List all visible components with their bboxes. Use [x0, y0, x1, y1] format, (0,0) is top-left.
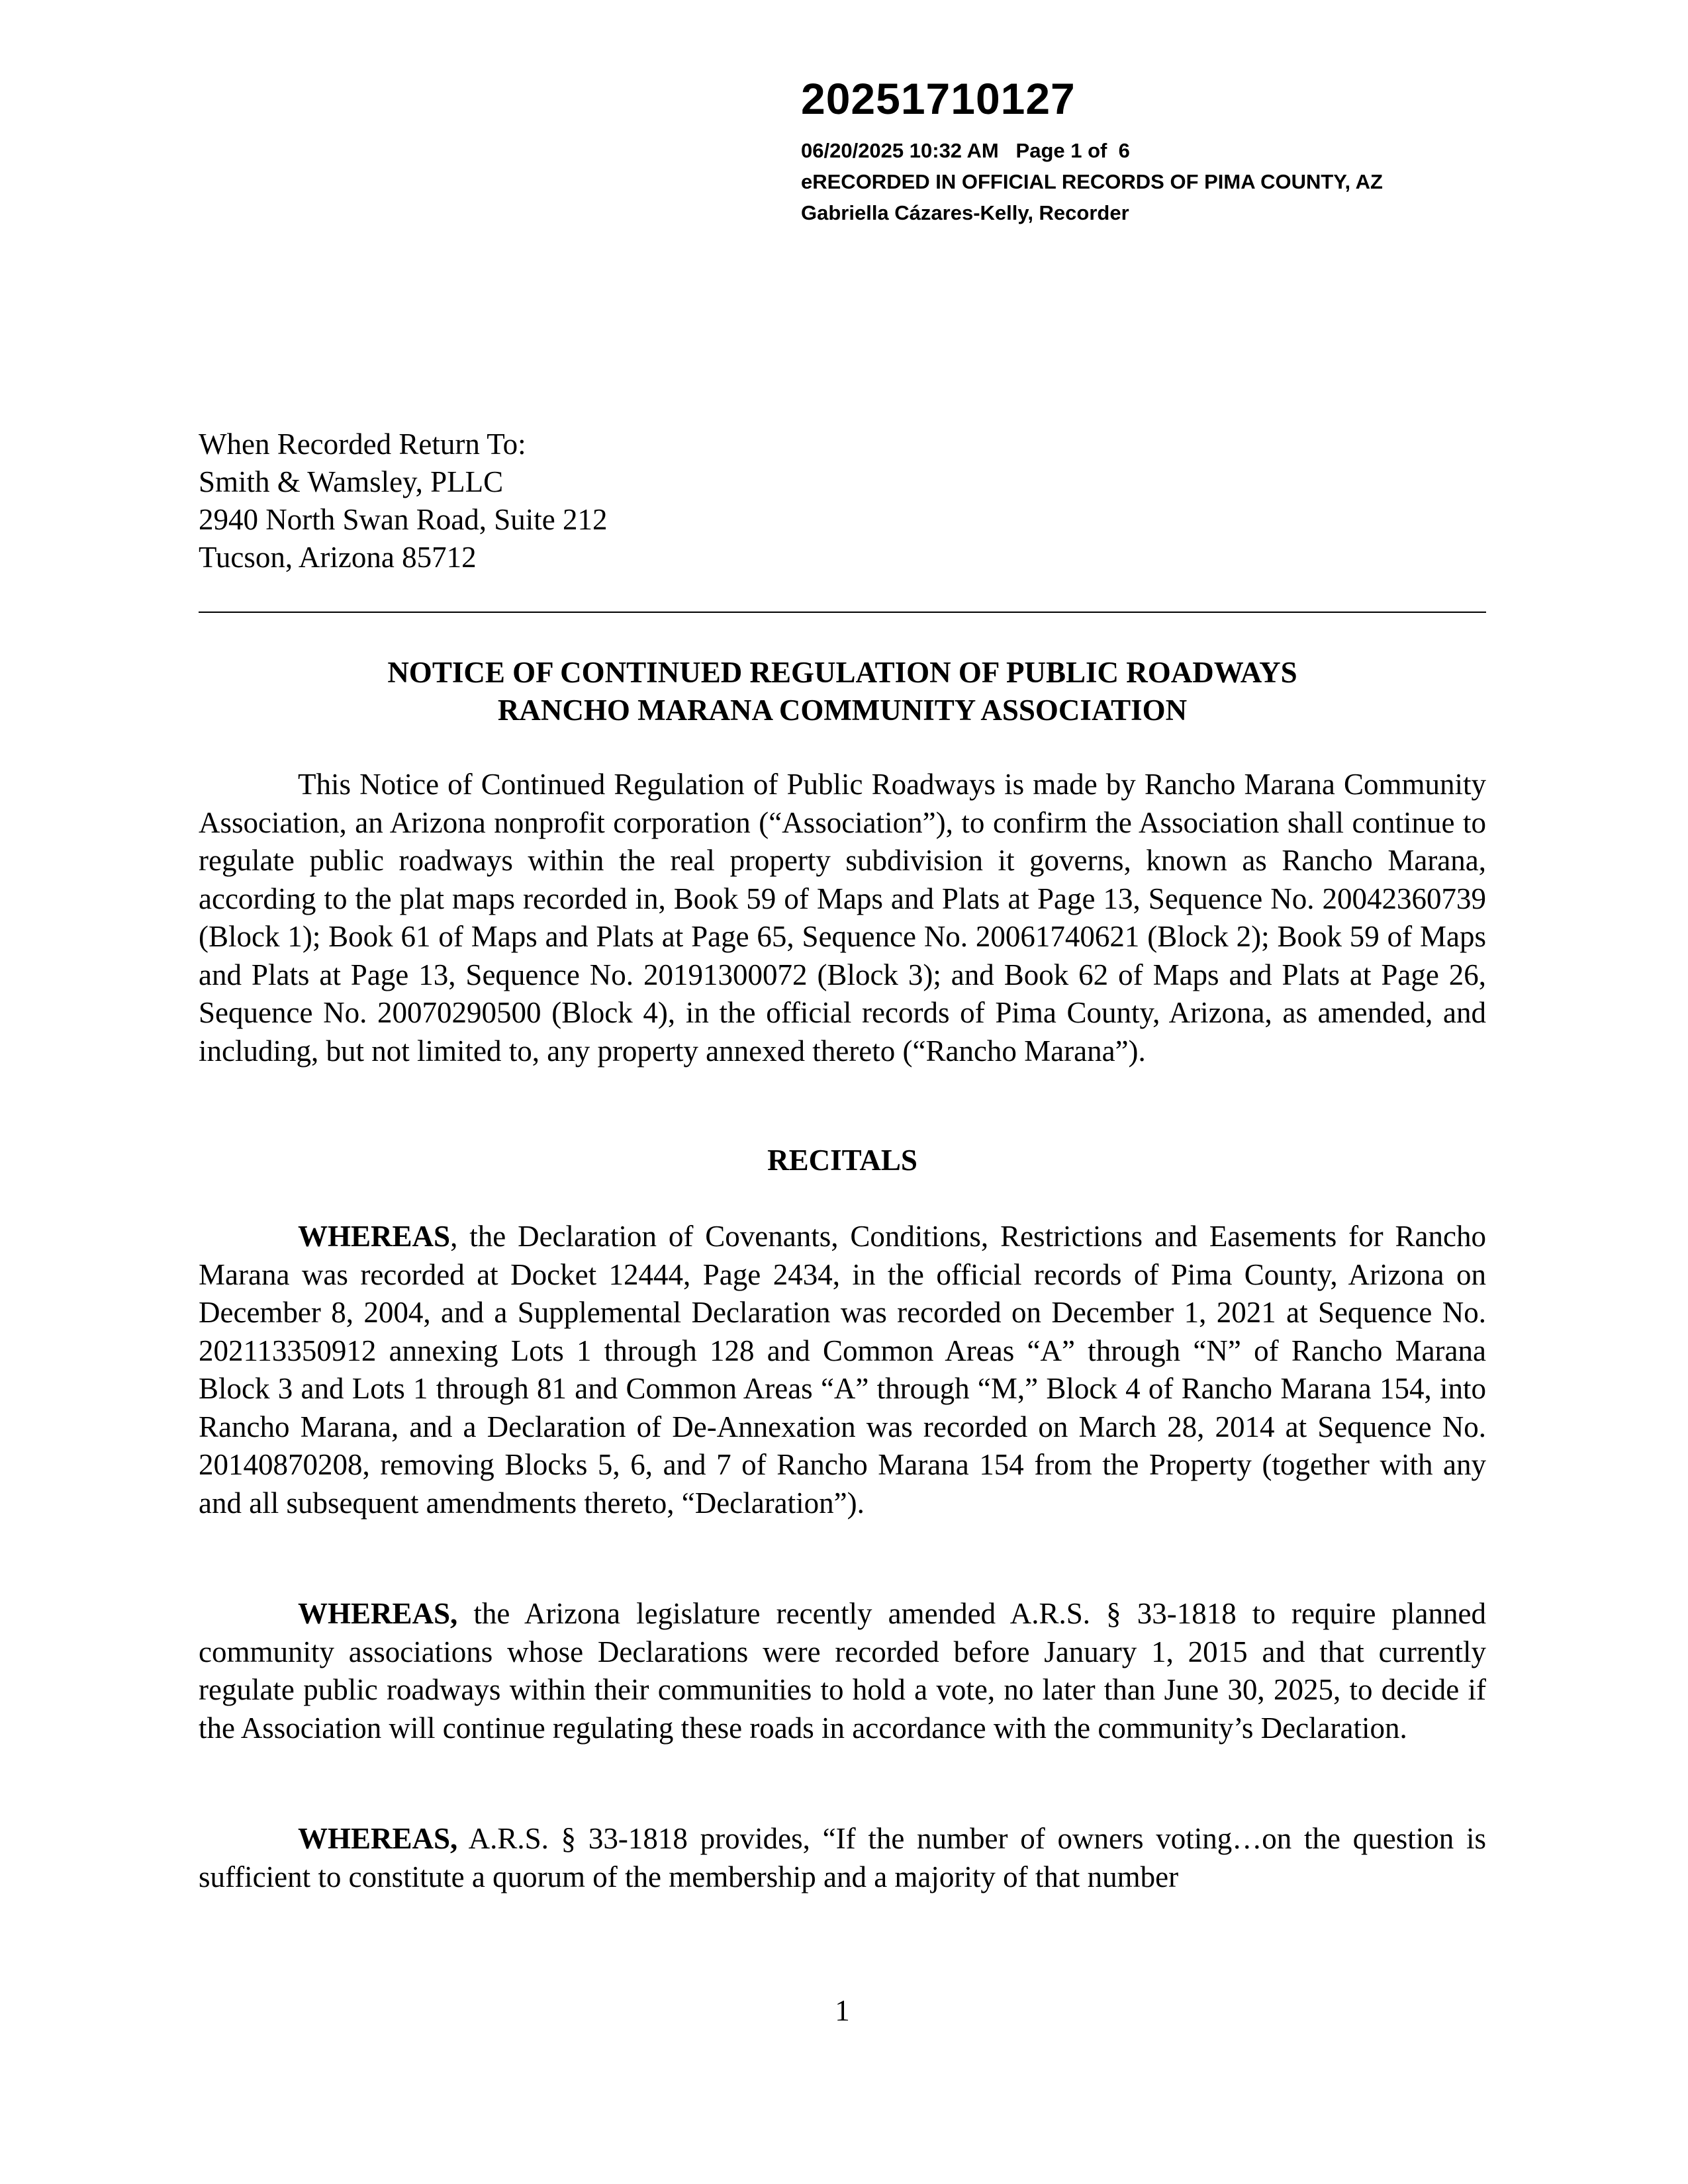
- return-name: Smith & Wamsley, PLLC: [199, 465, 504, 498]
- return-address-block: [199, 426, 607, 576]
- document-title-line2: RANCHO MARANA COMMUNITY ASSOCIATION: [497, 694, 1188, 727]
- whereas-lead-3: WHEREAS,: [298, 1822, 458, 1855]
- whereas-text-2: the Arizona legislature recently amended A.R.S. § 33-1818 to require planned community associations whose Declarations were recorded before January 1, 2015 and that currently regulate public roadways within their communities to hold a vote, no later than June 30, 2025, to decide if the Association will continue regulating these roads in accordance with the community’s Declaration.: [199, 1597, 1486, 1745]
- whereas-lead-2: WHEREAS,: [298, 1597, 458, 1630]
- recording-date-page: 06/20/2025 10:32 AM Page 1 of 6: [801, 139, 1130, 162]
- whereas-text-3: A.R.S. § 33-1818 provides, “If the number of owners voting…on the question is sufficient to constitute a quorum of the membership and a majority of that number: [199, 1822, 1486, 1893]
- return-city: Tucson, Arizona 85712: [199, 541, 477, 574]
- recitals-heading: RECITALS: [767, 1144, 917, 1177]
- horizontal-divider: [199, 612, 1486, 613]
- whereas-text-1: , the Declaration of Covenants, Conditions, Restrictions and Easements for Rancho Marana was recorded at Docket 12444, Page 2434, in the official records of Pima County, Arizona on December 8, 2004, and a Supplemental Declaration was recorded on December 1, 2021 at Sequence No. 202113350912 annexing Lots 1 through 128 and Common Areas “A” through “N” of Rancho Marana Block 3 and Lots 1 through 81 and Common Areas “A” through “M,” Block 4 of Rancho Marana 154, into Rancho Marana, and a Declaration of De-Annexation was recorded on March 28, 2014 at Sequence No. 20140870208, removing Blocks 5, 6, and 7 of Rancho Marana 154 from the Property (together with any and all subsequent amendments thereto, “Declaration”).: [199, 1220, 1486, 1520]
- recorded-in: eRECORDED IN OFFICIAL RECORDS OF PIMA COUNTY, AZ: [801, 170, 1383, 193]
- page-number: 1: [835, 1994, 850, 2027]
- whereas-lead-1: WHEREAS: [298, 1220, 451, 1253]
- return-label: When Recorded Return To:: [199, 428, 526, 461]
- whereas-paragraph-2: [199, 1595, 1486, 1747]
- recorder-name: Gabriella Cázares-Kelly, Recorder: [801, 201, 1129, 224]
- return-street: 2940 North Swan Road, Suite 212: [199, 503, 608, 536]
- intro-paragraph: This Notice of Continued Regulation of Public Roadways is made by Rancho Marana Community Association, an Arizona nonprofit corporation (“Association”), to confirm the Association shall continue to regulate public roadways within the real property subdivision it governs, known as Rancho Marana, according to the plat maps recorded in, Book 59 of Maps and Plats at Page 13, Sequence No. 20042360739 (Block 1); Book 61 of Maps and Plats at Page 65, Sequence No. 20061740621 (Block 2); Book 59 of Maps and Plats at Page 13, Sequence No. 20191300072 (Block 3); and Book 62 of Maps and Plats at Page 26, Sequence No. 20070290500 (Block 4), in the official records of Pima County, Arizona, as amended, and including, but not limited to, any property annexed thereto (“Rancho Marana”).: [199, 768, 1486, 1068]
- whereas-paragraph-1: [199, 1218, 1486, 1522]
- recording-stamp: [801, 73, 1383, 228]
- document-number: 20251710127: [801, 74, 1076, 123]
- whereas-paragraph-3: [199, 1820, 1486, 1896]
- document-title-line1: NOTICE OF CONTINUED REGULATION OF PUBLIC ROADWAYS: [387, 656, 1297, 689]
